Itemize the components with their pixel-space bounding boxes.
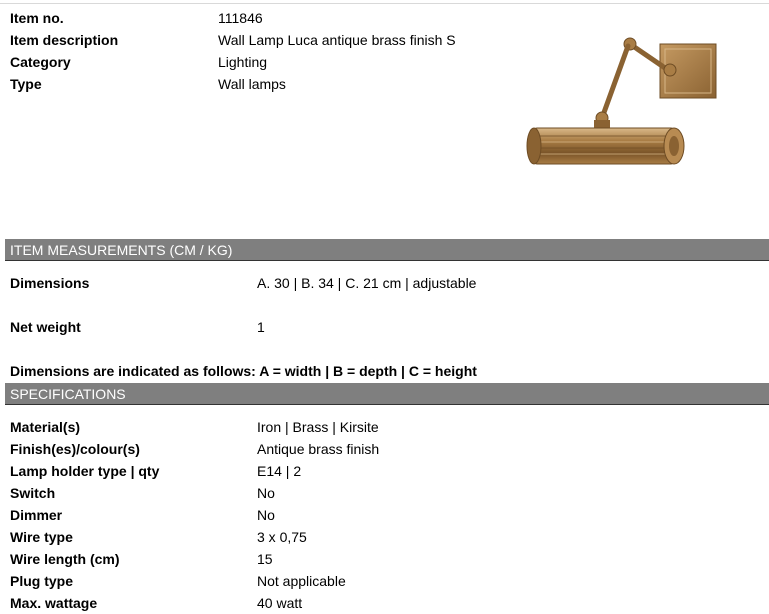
dimensions-label: Dimensions — [10, 275, 90, 291]
spec-label: Switch — [10, 485, 56, 501]
type-label: Type — [10, 76, 42, 92]
top-border — [0, 3, 769, 4]
type-value: Wall lamps — [218, 76, 286, 92]
product-image-wall-lamp — [520, 30, 730, 180]
spec-label: Wire length (cm) — [10, 551, 120, 567]
net-weight-label: Net weight — [10, 319, 81, 335]
item-description-value: Wall Lamp Luca antique brass finish S — [218, 32, 456, 48]
spec-value: 40 watt — [257, 595, 303, 611]
spec-value: 3 x 0,75 — [257, 529, 307, 545]
section-header-specifications: SPECIFICATIONS — [5, 383, 769, 405]
spec-label: Material(s) — [10, 419, 81, 435]
spec-value: No — [257, 507, 275, 523]
spec-value: Not applicable — [257, 573, 346, 589]
category-label: Category — [10, 54, 71, 70]
spec-label: Dimmer — [10, 507, 63, 523]
item-no-value: 111846 — [218, 10, 263, 26]
spec-value: Iron | Brass | Kirsite — [257, 419, 379, 435]
spec-label: Finish(es)/colour(s) — [10, 441, 140, 457]
item-description-label: Item description — [10, 32, 119, 48]
spec-value: No — [257, 485, 275, 501]
dimensions-note: Dimensions are indicated as follows: A = width | B = depth | C = height — [10, 363, 477, 379]
spec-label: Lamp holder type | qty — [10, 463, 160, 479]
item-no-label: Item no. — [10, 10, 64, 26]
spec-label: Max. wattage — [10, 595, 98, 611]
spec-value: Antique brass finish — [257, 441, 380, 457]
spec-value: 15 — [257, 551, 273, 567]
spec-value: E14 | 2 — [257, 463, 302, 479]
net-weight-value: 1 — [257, 319, 265, 335]
spec-label: Plug type — [10, 573, 74, 589]
spec-label: Wire type — [10, 529, 73, 545]
section-header-measurements: ITEM MEASUREMENTS (CM / KG) — [5, 239, 769, 261]
dimensions-value: A. 30 | B. 34 | C. 21 cm | adjustable — [257, 275, 477, 291]
category-value: Lighting — [218, 54, 268, 70]
